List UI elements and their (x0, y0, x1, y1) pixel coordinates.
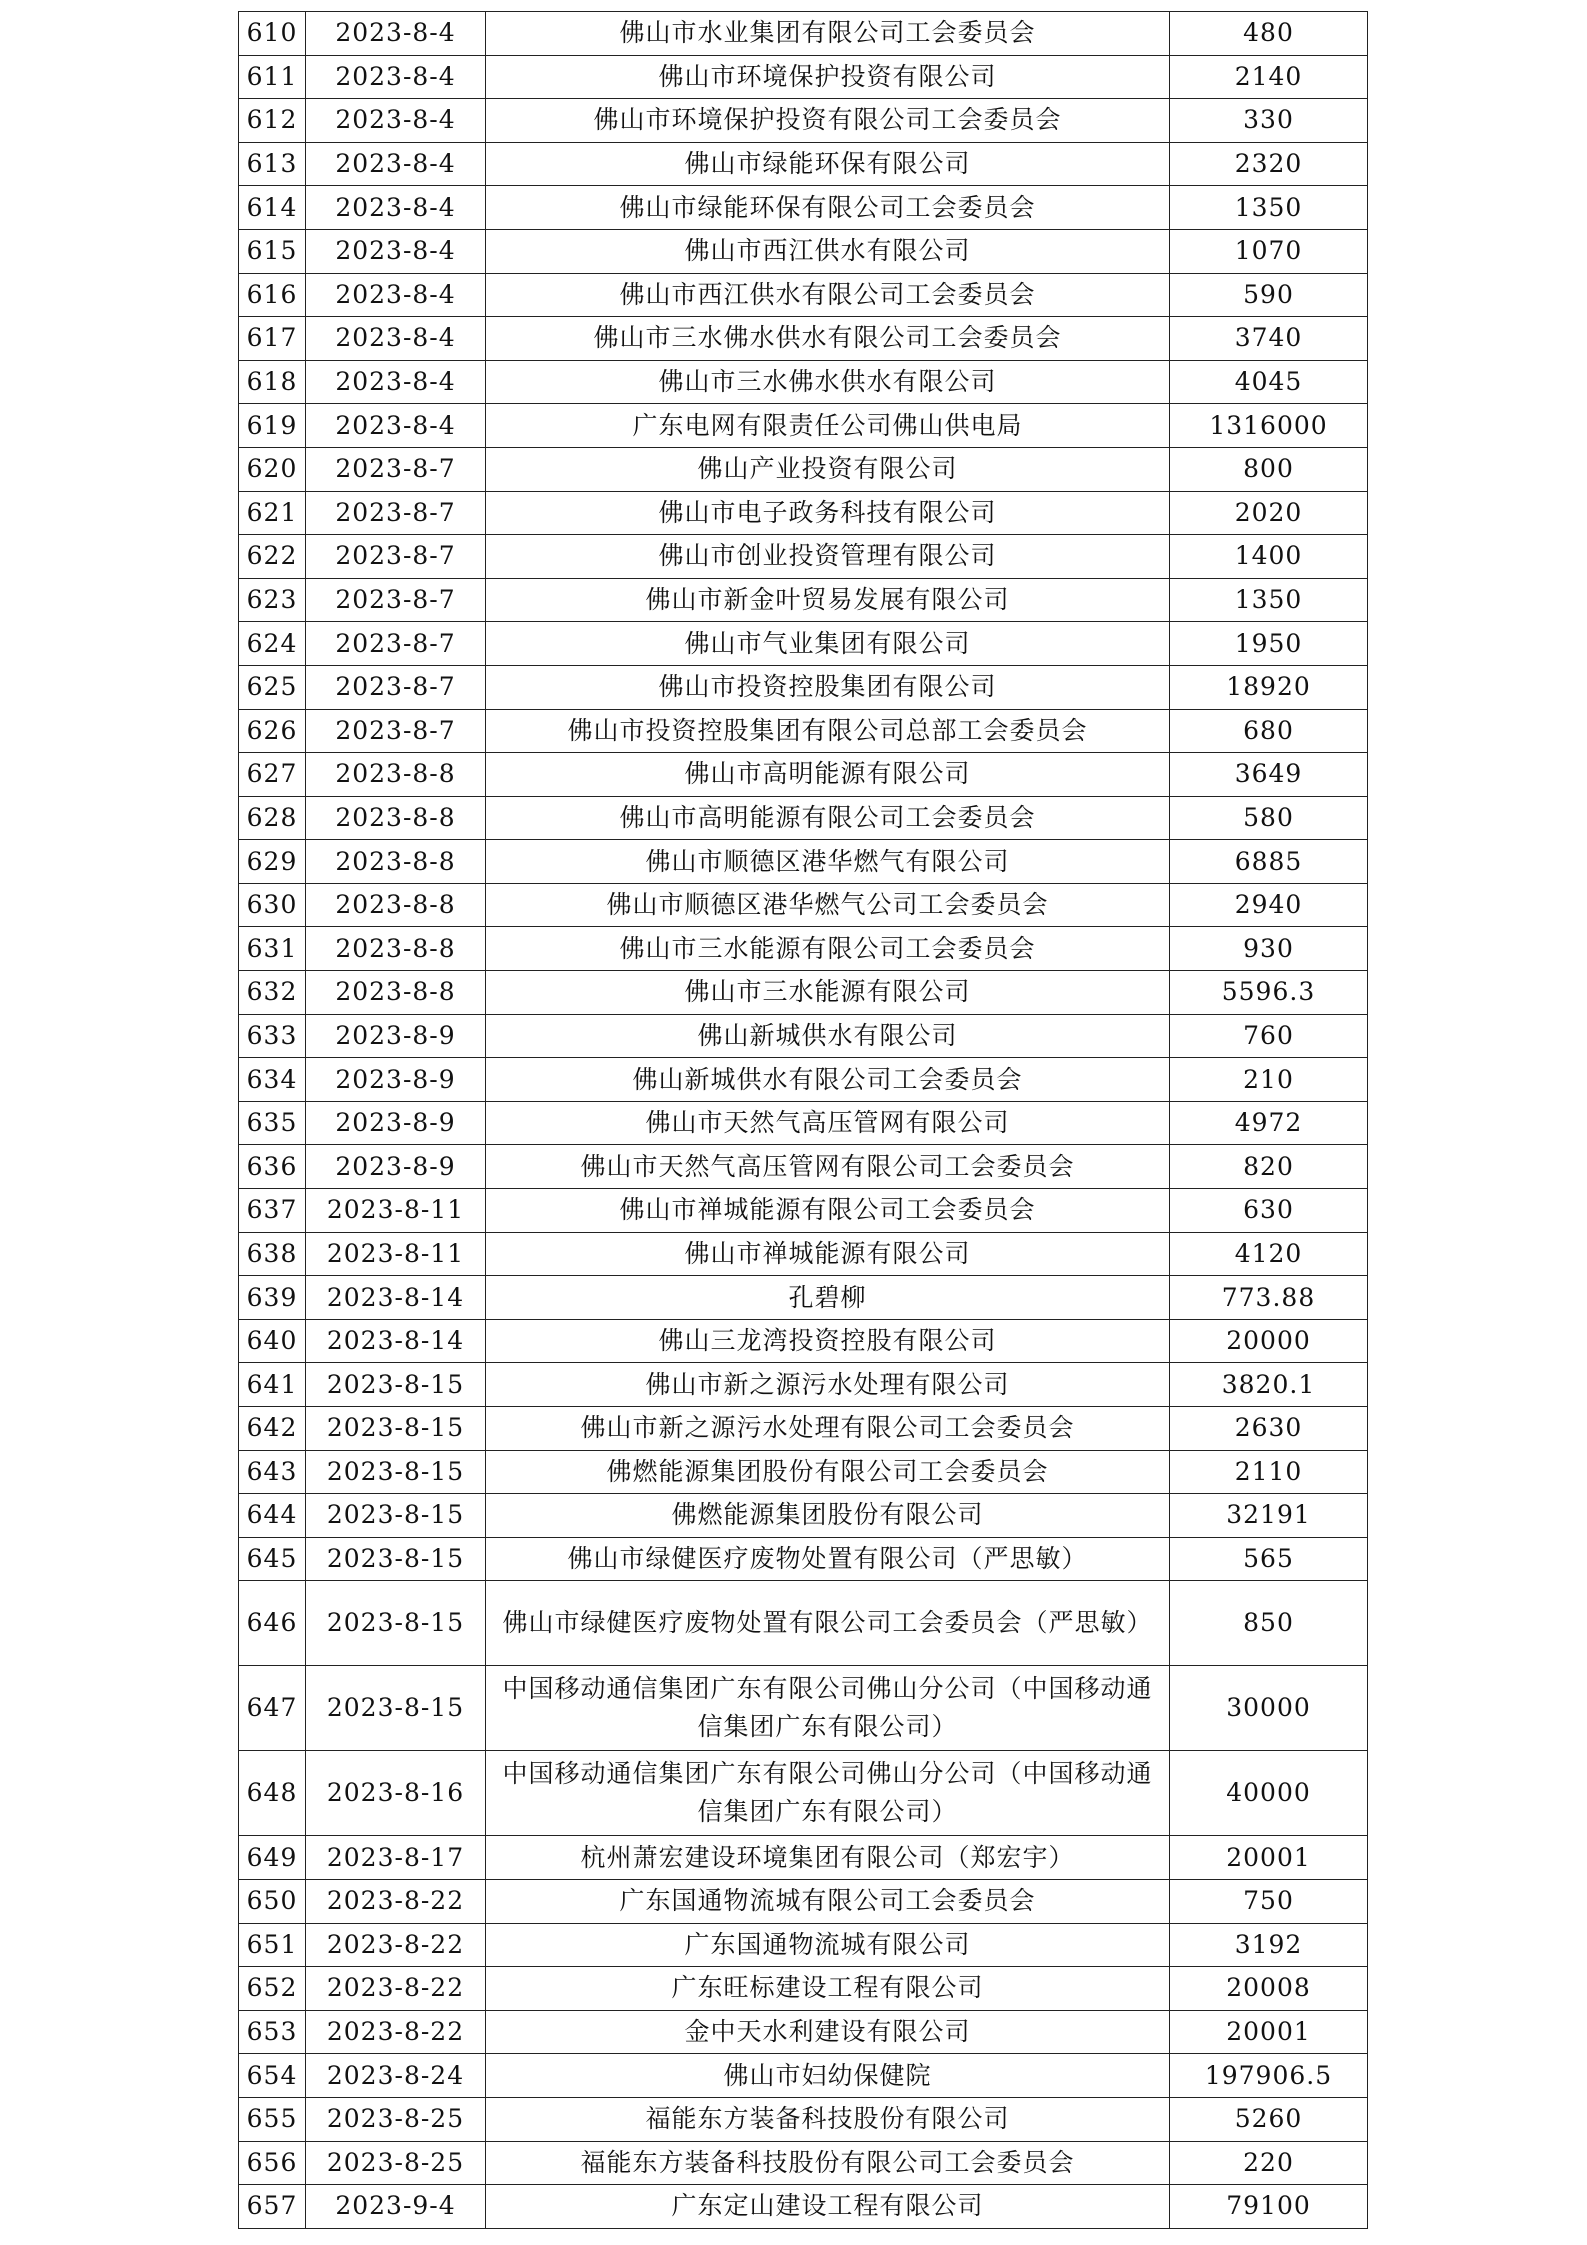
row-amount: 2940 (1170, 883, 1368, 927)
row-number: 643 (239, 1450, 306, 1494)
row-name: 佛山市绿能环保有限公司 (486, 142, 1170, 186)
row-amount: 2020 (1170, 491, 1368, 535)
row-name: 广东国通物流城有限公司工会委员会 (486, 1879, 1170, 1923)
row-number: 656 (239, 2141, 306, 2185)
row-date: 2023-8-22 (306, 1923, 486, 1967)
row-name: 佛山市三水佛水供水有限公司工会委员会 (486, 317, 1170, 361)
row-amount: 4045 (1170, 360, 1368, 404)
row-number: 612 (239, 99, 306, 143)
row-amount: 760 (1170, 1014, 1368, 1058)
row-date: 2023-8-7 (306, 535, 486, 579)
row-date: 2023-8-4 (306, 99, 486, 143)
row-date: 2023-8-15 (306, 1363, 486, 1407)
row-number: 651 (239, 1923, 306, 1967)
row-number: 616 (239, 273, 306, 317)
row-number: 649 (239, 1836, 306, 1880)
row-date: 2023-8-25 (306, 2097, 486, 2141)
row-name: 中国移动通信集团广东有限公司佛山分公司（中国移动通信集团广东有限公司） (486, 1751, 1170, 1836)
row-amount: 773.88 (1170, 1276, 1368, 1320)
row-number: 626 (239, 709, 306, 753)
row-name: 佛山市高明能源有限公司工会委员会 (486, 796, 1170, 840)
row-name: 佛山市新之源污水处理有限公司 (486, 1363, 1170, 1407)
row-amount: 1950 (1170, 622, 1368, 666)
row-name: 佛山市新金叶贸易发展有限公司 (486, 578, 1170, 622)
row-amount: 1070 (1170, 229, 1368, 273)
row-name: 中国移动通信集团广东有限公司佛山分公司（中国移动通信集团广东有限公司） (486, 1666, 1170, 1751)
table-row (239, 1450, 1368, 1494)
row-number: 654 (239, 2054, 306, 2098)
row-date: 2023-8-4 (306, 229, 486, 273)
row-number: 620 (239, 447, 306, 491)
row-date: 2023-8-22 (306, 1967, 486, 2011)
row-amount: 5260 (1170, 2097, 1368, 2141)
row-name: 佛山市西江供水有限公司工会委员会 (486, 273, 1170, 317)
table-row (239, 1232, 1368, 1276)
row-number: 621 (239, 491, 306, 535)
table-row (239, 1537, 1368, 1581)
row-amount: 2140 (1170, 55, 1368, 99)
row-name: 佛山市妇幼保健院 (486, 2054, 1170, 2098)
table-row (239, 1319, 1368, 1363)
row-date: 2023-8-7 (306, 665, 486, 709)
row-date: 2023-8-4 (306, 273, 486, 317)
row-number: 634 (239, 1058, 306, 1102)
table-row (239, 1751, 1368, 1836)
row-number: 640 (239, 1319, 306, 1363)
row-name: 广东旺标建设工程有限公司 (486, 1967, 1170, 2011)
row-number: 615 (239, 229, 306, 273)
row-amount: 197906.5 (1170, 2054, 1368, 2098)
row-name: 佛山市三水能源有限公司工会委员会 (486, 927, 1170, 971)
row-date: 2023-8-11 (306, 1189, 486, 1233)
table-body (239, 12, 1368, 2229)
table-row (239, 447, 1368, 491)
row-date: 2023-8-7 (306, 622, 486, 666)
row-amount: 480 (1170, 12, 1368, 56)
row-name: 佛山市禅城能源有限公司工会委员会 (486, 1189, 1170, 1233)
table-row (239, 2054, 1368, 2098)
row-number: 627 (239, 753, 306, 797)
row-amount: 20000 (1170, 1319, 1368, 1363)
row-number: 635 (239, 1101, 306, 1145)
row-amount: 680 (1170, 709, 1368, 753)
table-row (239, 1407, 1368, 1451)
row-date: 2023-8-15 (306, 1450, 486, 1494)
row-amount: 630 (1170, 1189, 1368, 1233)
table-row (239, 1189, 1368, 1233)
row-number: 623 (239, 578, 306, 622)
row-amount: 220 (1170, 2141, 1368, 2185)
row-name: 佛山市禅城能源有限公司 (486, 1232, 1170, 1276)
row-amount: 3740 (1170, 317, 1368, 361)
row-name: 佛山市西江供水有限公司 (486, 229, 1170, 273)
row-name: 佛山市绿健医疗废物处置有限公司（严思敏） (486, 1537, 1170, 1581)
row-date: 2023-8-7 (306, 491, 486, 535)
row-amount: 30000 (1170, 1666, 1368, 1751)
row-date: 2023-8-14 (306, 1276, 486, 1320)
row-number: 657 (239, 2185, 306, 2229)
table-row (239, 665, 1368, 709)
row-date: 2023-8-15 (306, 1494, 486, 1538)
row-name: 佛山市顺德区港华燃气有限公司 (486, 840, 1170, 884)
row-date: 2023-8-22 (306, 1879, 486, 1923)
row-name: 佛山三龙湾投资控股有限公司 (486, 1319, 1170, 1363)
row-date: 2023-8-7 (306, 709, 486, 753)
table-row (239, 229, 1368, 273)
table-row (239, 971, 1368, 1015)
row-name: 福能东方装备科技股份有限公司工会委员会 (486, 2141, 1170, 2185)
row-amount: 20008 (1170, 1967, 1368, 2011)
table-row (239, 1494, 1368, 1538)
row-date: 2023-8-4 (306, 404, 486, 448)
row-amount: 3192 (1170, 1923, 1368, 1967)
row-amount: 4120 (1170, 1232, 1368, 1276)
row-name: 佛山市投资控股集团有限公司 (486, 665, 1170, 709)
row-name: 佛山市天然气高压管网有限公司 (486, 1101, 1170, 1145)
row-date: 2023-8-8 (306, 753, 486, 797)
table-row (239, 927, 1368, 971)
table-row (239, 1276, 1368, 1320)
row-date: 2023-8-8 (306, 971, 486, 1015)
table-row (239, 2141, 1368, 2185)
row-date: 2023-8-9 (306, 1145, 486, 1189)
table-row (239, 317, 1368, 361)
row-number: 617 (239, 317, 306, 361)
table-row (239, 578, 1368, 622)
row-name: 佛山产业投资有限公司 (486, 447, 1170, 491)
row-name: 佛山新城供水有限公司工会委员会 (486, 1058, 1170, 1102)
row-number: 637 (239, 1189, 306, 1233)
row-amount: 20001 (1170, 1836, 1368, 1880)
table-row (239, 840, 1368, 884)
row-amount: 18920 (1170, 665, 1368, 709)
table-row (239, 2185, 1368, 2229)
row-date: 2023-8-8 (306, 840, 486, 884)
table-row (239, 360, 1368, 404)
table-row (239, 1666, 1368, 1751)
row-number: 622 (239, 535, 306, 579)
row-number: 653 (239, 2010, 306, 2054)
row-amount: 820 (1170, 1145, 1368, 1189)
row-number: 632 (239, 971, 306, 1015)
row-number: 648 (239, 1751, 306, 1836)
row-amount: 580 (1170, 796, 1368, 840)
table-row (239, 709, 1368, 753)
table-row (239, 1836, 1368, 1880)
row-name: 佛山市气业集团有限公司 (486, 622, 1170, 666)
row-number: 644 (239, 1494, 306, 1538)
table-row (239, 1923, 1368, 1967)
table-row (239, 55, 1368, 99)
row-name: 广东国通物流城有限公司 (486, 1923, 1170, 1967)
row-name: 佛山市电子政务科技有限公司 (486, 491, 1170, 535)
row-date: 2023-8-17 (306, 1836, 486, 1880)
row-name: 孔碧柳 (486, 1276, 1170, 1320)
table-row (239, 2097, 1368, 2141)
row-number: 628 (239, 796, 306, 840)
row-amount: 565 (1170, 1537, 1368, 1581)
table-row (239, 1581, 1368, 1666)
table-row (239, 12, 1368, 56)
row-date: 2023-8-4 (306, 142, 486, 186)
row-number: 613 (239, 142, 306, 186)
row-amount: 3820.1 (1170, 1363, 1368, 1407)
row-amount: 5596.3 (1170, 971, 1368, 1015)
row-date: 2023-8-7 (306, 578, 486, 622)
row-date: 2023-8-8 (306, 883, 486, 927)
row-amount: 930 (1170, 927, 1368, 971)
row-amount: 1316000 (1170, 404, 1368, 448)
row-date: 2023-8-4 (306, 186, 486, 230)
table-row (239, 1967, 1368, 2011)
row-name: 佛山市三水能源有限公司 (486, 971, 1170, 1015)
row-date: 2023-8-11 (306, 1232, 486, 1276)
row-number: 611 (239, 55, 306, 99)
row-amount: 850 (1170, 1581, 1368, 1666)
table-row (239, 491, 1368, 535)
row-amount: 1350 (1170, 186, 1368, 230)
row-number: 655 (239, 2097, 306, 2141)
row-amount: 750 (1170, 1879, 1368, 1923)
row-number: 618 (239, 360, 306, 404)
row-name: 福能东方装备科技股份有限公司 (486, 2097, 1170, 2141)
row-name: 佛山市天然气高压管网有限公司工会委员会 (486, 1145, 1170, 1189)
table-row (239, 1058, 1368, 1102)
row-amount: 79100 (1170, 2185, 1368, 2229)
row-date: 2023-8-9 (306, 1014, 486, 1058)
row-name: 佛燃能源集团股份有限公司工会委员会 (486, 1450, 1170, 1494)
row-name: 佛山市投资控股集团有限公司总部工会委员会 (486, 709, 1170, 753)
row-name: 广东定山建设工程有限公司 (486, 2185, 1170, 2229)
row-name: 佛山市绿能环保有限公司工会委员会 (486, 186, 1170, 230)
table-row (239, 1879, 1368, 1923)
row-name: 佛山市顺德区港华燃气公司工会委员会 (486, 883, 1170, 927)
row-number: 645 (239, 1537, 306, 1581)
table-row (239, 273, 1368, 317)
row-amount: 1350 (1170, 578, 1368, 622)
table-row (239, 753, 1368, 797)
table-row (239, 2010, 1368, 2054)
row-date: 2023-8-16 (306, 1751, 486, 1836)
row-number: 639 (239, 1276, 306, 1320)
table-row (239, 1014, 1368, 1058)
row-date: 2023-8-4 (306, 55, 486, 99)
row-amount: 2630 (1170, 1407, 1368, 1451)
table-row (239, 1101, 1368, 1145)
row-date: 2023-8-9 (306, 1101, 486, 1145)
row-number: 629 (239, 840, 306, 884)
row-number: 624 (239, 622, 306, 666)
row-date: 2023-8-7 (306, 447, 486, 491)
row-number: 630 (239, 883, 306, 927)
row-number: 614 (239, 186, 306, 230)
row-date: 2023-8-4 (306, 12, 486, 56)
row-name: 佛山市三水佛水供水有限公司 (486, 360, 1170, 404)
row-date: 2023-8-4 (306, 360, 486, 404)
row-date: 2023-8-15 (306, 1666, 486, 1751)
row-name: 佛山新城供水有限公司 (486, 1014, 1170, 1058)
table-row (239, 796, 1368, 840)
row-number: 619 (239, 404, 306, 448)
table-row (239, 883, 1368, 927)
row-amount: 20001 (1170, 2010, 1368, 2054)
row-name: 佛山市环境保护投资有限公司 (486, 55, 1170, 99)
row-number: 642 (239, 1407, 306, 1451)
row-date: 2023-8-24 (306, 2054, 486, 2098)
table-row (239, 99, 1368, 143)
row-name: 佛燃能源集团股份有限公司 (486, 1494, 1170, 1538)
row-number: 633 (239, 1014, 306, 1058)
donation-table (238, 11, 1368, 2229)
row-name: 广东电网有限责任公司佛山供电局 (486, 404, 1170, 448)
row-number: 638 (239, 1232, 306, 1276)
row-amount: 2320 (1170, 142, 1368, 186)
row-name: 佛山市创业投资管理有限公司 (486, 535, 1170, 579)
table-row (239, 1363, 1368, 1407)
row-amount: 2110 (1170, 1450, 1368, 1494)
row-amount: 330 (1170, 99, 1368, 143)
row-date: 2023-8-14 (306, 1319, 486, 1363)
row-name: 佛山市高明能源有限公司 (486, 753, 1170, 797)
row-date: 2023-8-8 (306, 927, 486, 971)
row-number: 631 (239, 927, 306, 971)
row-number: 625 (239, 665, 306, 709)
row-amount: 210 (1170, 1058, 1368, 1102)
row-amount: 32191 (1170, 1494, 1368, 1538)
row-amount: 4972 (1170, 1101, 1368, 1145)
table-row (239, 535, 1368, 579)
row-date: 2023-8-15 (306, 1537, 486, 1581)
row-name: 杭州萧宏建设环境集团有限公司（郑宏宇） (486, 1836, 1170, 1880)
row-date: 2023-8-8 (306, 796, 486, 840)
row-number: 647 (239, 1666, 306, 1751)
row-amount: 3649 (1170, 753, 1368, 797)
row-amount: 1400 (1170, 535, 1368, 579)
row-name: 佛山市绿健医疗废物处置有限公司工会委员会（严思敏） (486, 1581, 1170, 1666)
row-name: 金中天水利建设有限公司 (486, 2010, 1170, 2054)
row-date: 2023-8-22 (306, 2010, 486, 2054)
table-row (239, 186, 1368, 230)
row-date: 2023-8-15 (306, 1407, 486, 1451)
table-row (239, 142, 1368, 186)
row-date: 2023-8-15 (306, 1581, 486, 1666)
row-number: 610 (239, 12, 306, 56)
row-amount: 40000 (1170, 1751, 1368, 1836)
row-number: 652 (239, 1967, 306, 2011)
row-amount: 590 (1170, 273, 1368, 317)
row-name: 佛山市水业集团有限公司工会委员会 (486, 12, 1170, 56)
row-name: 佛山市环境保护投资有限公司工会委员会 (486, 99, 1170, 143)
row-name: 佛山市新之源污水处理有限公司工会委员会 (486, 1407, 1170, 1451)
row-date: 2023-8-25 (306, 2141, 486, 2185)
row-number: 636 (239, 1145, 306, 1189)
table-row (239, 404, 1368, 448)
row-date: 2023-9-4 (306, 2185, 486, 2229)
row-date: 2023-8-9 (306, 1058, 486, 1102)
row-number: 650 (239, 1879, 306, 1923)
table-row (239, 622, 1368, 666)
row-number: 641 (239, 1363, 306, 1407)
row-amount: 6885 (1170, 840, 1368, 884)
table-row (239, 1145, 1368, 1189)
row-amount: 800 (1170, 447, 1368, 491)
row-number: 646 (239, 1581, 306, 1666)
row-date: 2023-8-4 (306, 317, 486, 361)
